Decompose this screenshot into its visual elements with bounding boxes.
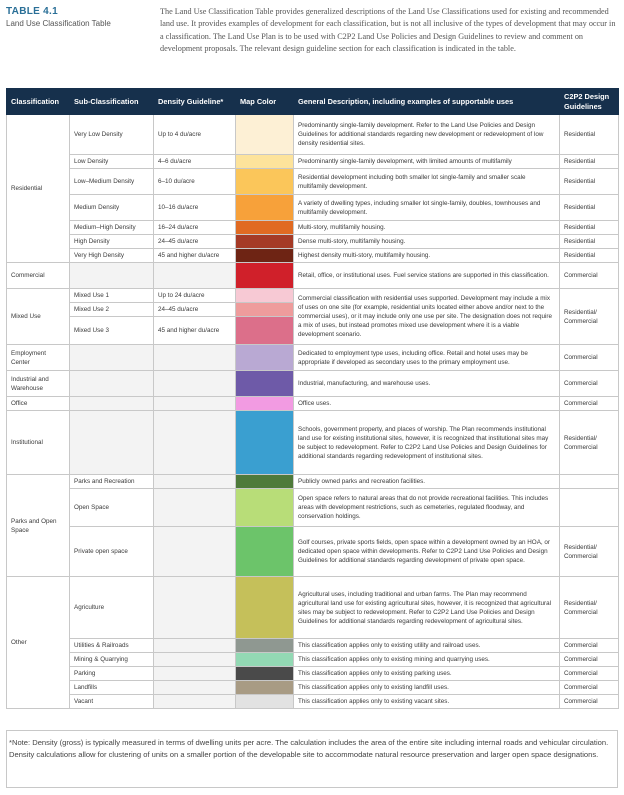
sub-classification: High Density: [70, 235, 154, 249]
sub-classification: Very High Density: [70, 249, 154, 263]
table-row: [7, 289, 619, 303]
table-row: [7, 681, 619, 695]
density: 24–45 du/acre: [154, 235, 236, 249]
empty-cell: [154, 371, 236, 397]
map-color-swatch: [236, 695, 294, 709]
map-color-swatch: [236, 289, 294, 303]
map-color-swatch: [236, 303, 294, 317]
description: Residential development including both smaller lot single-family and smaller scale multifamily development.: [294, 169, 560, 195]
table-row: [7, 653, 619, 667]
description: Retail, office, or institutional uses. Fuel service stations are supported in this classification.: [294, 263, 560, 289]
table-row: [7, 577, 619, 639]
empty-cell: [154, 695, 236, 709]
table-row: [7, 489, 619, 527]
description: This classification applies only to existing utility and railroad uses.: [294, 639, 560, 653]
class-mixed-use: Mixed Use: [7, 289, 70, 345]
guideline: Residential: [560, 115, 619, 155]
sub-classification: Open Space: [70, 489, 154, 527]
class-residential: Residential: [7, 115, 70, 263]
guideline: Residential/ Commercial: [560, 577, 619, 639]
table-row: [7, 397, 619, 411]
col-density: Density Guideline*: [154, 89, 236, 115]
guideline: [560, 489, 619, 527]
table-row: [7, 667, 619, 681]
col-description: General Description, including examples of supportable uses: [294, 89, 560, 115]
sub-classification: Mixed Use 3: [70, 317, 154, 345]
description: Publicly owned parks and recreation facilities.: [294, 475, 560, 489]
guideline: Commercial: [560, 263, 619, 289]
density: 10–16 du/acre: [154, 195, 236, 221]
density: 24–45 du/acre: [154, 303, 236, 317]
description: Multi-story, multifamily housing.: [294, 221, 560, 235]
class-employment-center: Employment Center: [7, 345, 70, 371]
empty-cell: [154, 263, 236, 289]
density: 45 and higher du/acre: [154, 249, 236, 263]
class-institutional: Institutional: [7, 411, 70, 475]
empty-cell: [154, 527, 236, 577]
empty-cell: [70, 411, 154, 475]
table-header: [6, 6, 618, 82]
table-row: [7, 155, 619, 169]
description: Golf courses, private sports fields, open space within a development owned by an HOA, or dedicated open space within developments. Refer to C2P2 Land Use Policies and Design Guidelines for additional standards regarding development of private open space.: [294, 527, 560, 577]
sub-classification: Mining & Quarrying: [70, 653, 154, 667]
description: Highest density multi-story, multifamily housing.: [294, 249, 560, 263]
guideline: Commercial: [560, 397, 619, 411]
table-row: [7, 249, 619, 263]
map-color-swatch: [236, 115, 294, 155]
col-classification: Classification: [7, 89, 70, 115]
table-name: Land Use Classification Table: [6, 19, 111, 28]
table-row: [7, 371, 619, 397]
guideline: Residential: [560, 235, 619, 249]
map-color-swatch: [236, 577, 294, 639]
guideline: Residential/ Commercial: [560, 411, 619, 475]
density-note: *Note: Density (gross) is typically measured in terms of dwelling units per acre. The calculation includes the area of the entire site including internal roads and vehicular circulation. Density calculations allow for clustering of units on a smaller portion of the developable site to accommodate natural resource preservation and larger open space designations.: [9, 738, 609, 759]
empty-cell: [154, 489, 236, 527]
guideline: Commercial: [560, 695, 619, 709]
density: 6–10 du/acre: [154, 169, 236, 195]
table-row: [7, 695, 619, 709]
density: 4–6 du/acre: [154, 155, 236, 169]
guideline: Residential: [560, 221, 619, 235]
description: Predominantly single-family development, with limited amounts of multifamily: [294, 155, 560, 169]
empty-cell: [154, 397, 236, 411]
empty-cell: [154, 667, 236, 681]
map-color-swatch: [236, 653, 294, 667]
map-color-swatch: [236, 475, 294, 489]
table-header-row: [7, 89, 619, 115]
sub-classification: Landfills: [70, 681, 154, 695]
class-other: Other: [7, 577, 70, 709]
table-row: [7, 221, 619, 235]
table-row: [7, 475, 619, 489]
intro-paragraph: The Land Use Classification Table provides generalized descriptions of the Land Use Classifications used for existing and recommended land use. It provides examples of development for each classification, but is not all inclusive of the types of development that may occur in a classification. The Land Use Plan is to be used with C2P2 Land Use Policies and Design Guidelines to review and comment on development proposals. The relevant design guideline section for each classification is indicated in the table.: [160, 7, 616, 54]
land-use-table: [6, 88, 619, 709]
table-row: [7, 527, 619, 577]
class-office: Office: [7, 397, 70, 411]
sub-classification: Mixed Use 2: [70, 303, 154, 317]
table-row: [7, 195, 619, 221]
guideline: Commercial: [560, 345, 619, 371]
map-color-swatch: [236, 249, 294, 263]
col-map-color: Map Color: [236, 89, 294, 115]
description: Agricultural uses, including traditional and urban farms. The Plan may recommend agricultural land use for existing agricultural sites, however, it is recognized that agricultural sites may be subject to redevelopment. Refer to C2P2 Land Use Policies and Design Guidelines for additional standards regarding redevelopment of agricultural sites.: [294, 577, 560, 639]
guideline: Commercial: [560, 681, 619, 695]
table-row: [7, 235, 619, 249]
map-color-swatch: [236, 489, 294, 527]
map-color-swatch: [236, 639, 294, 653]
map-color-swatch: [236, 155, 294, 169]
description: Open space refers to natural areas that do not provide recreational facilities. This includes areas with development restrictions, such as cemeteries, regulated floodway, and conservation holdings.: [294, 489, 560, 527]
guideline: Residential: [560, 195, 619, 221]
class-industrial: Industrial and Warehouse: [7, 371, 70, 397]
sub-classification: Vacant: [70, 695, 154, 709]
guideline: Residential/ Commercial: [560, 527, 619, 577]
table-row: [7, 169, 619, 195]
table-number: TABLE 4.1: [6, 6, 58, 17]
land-use-table-wrapper: [6, 88, 618, 709]
guideline: Residential/ Commercial: [560, 289, 619, 345]
empty-cell: [154, 345, 236, 371]
table-row: [7, 115, 619, 155]
guideline: Commercial: [560, 667, 619, 681]
description: Predominantly single-family development. Refer to the Land Use Policies and Design Guidelines for additional standards regarding new development or redevelopment of low density residential sites.: [294, 115, 560, 155]
empty-cell: [154, 681, 236, 695]
table-row: [7, 345, 619, 371]
guideline: Residential: [560, 249, 619, 263]
map-color-swatch: [236, 317, 294, 345]
density: Up to 4 du/acre: [154, 115, 236, 155]
empty-cell: [70, 345, 154, 371]
description: This classification applies only to existing landfill uses.: [294, 681, 560, 695]
sub-classification: Private open space: [70, 527, 154, 577]
sub-classification: Mixed Use 1: [70, 289, 154, 303]
sub-classification: Very Low Density: [70, 115, 154, 155]
description: This classification applies only to existing mining and quarrying uses.: [294, 653, 560, 667]
table-row: [7, 263, 619, 289]
map-color-swatch: [236, 667, 294, 681]
table-row: [7, 639, 619, 653]
guideline: Residential: [560, 155, 619, 169]
sub-classification: Parking: [70, 667, 154, 681]
empty-cell: [154, 411, 236, 475]
empty-cell: [154, 475, 236, 489]
empty-cell: [70, 371, 154, 397]
density: 16–24 du/acre: [154, 221, 236, 235]
description: Industrial, manufacturing, and warehouse uses.: [294, 371, 560, 397]
col-sub-classification: Sub-Classification: [70, 89, 154, 115]
sub-classification: Low–Medium Density: [70, 169, 154, 195]
guideline: [560, 475, 619, 489]
description: Schools, government property, and places of worship. The Plan recommends institutional land use for existing institutional sites, however, it is recognized that institutional sites may be subject to redevelopment. Refer to C2P2 Land Use Policies and Design Guidelines for additional standards regarding redevelopment of institutional sites.: [294, 411, 560, 475]
description: This classification applies only to existing parking uses.: [294, 667, 560, 681]
map-color-swatch: [236, 681, 294, 695]
empty-cell: [154, 577, 236, 639]
map-color-swatch: [236, 169, 294, 195]
col-guidelines: C2P2 Design Guidelines: [560, 89, 619, 115]
map-color-swatch: [236, 263, 294, 289]
sub-classification: Utilities & Railroads: [70, 639, 154, 653]
class-parks-open-space: Parks and Open Space: [7, 475, 70, 577]
map-color-swatch: [236, 221, 294, 235]
guideline: Commercial: [560, 653, 619, 667]
sub-classification: Parks and Recreation: [70, 475, 154, 489]
empty-cell: [154, 653, 236, 667]
guideline: Commercial: [560, 639, 619, 653]
guideline: Commercial: [560, 371, 619, 397]
description: Office uses.: [294, 397, 560, 411]
map-color-swatch: [236, 371, 294, 397]
map-color-swatch: [236, 397, 294, 411]
map-color-swatch: [236, 195, 294, 221]
sub-classification: Medium Density: [70, 195, 154, 221]
sub-classification: Medium–High Density: [70, 221, 154, 235]
description: This classification applies only to existing vacant sites.: [294, 695, 560, 709]
description: A variety of dwelling types, including smaller lot single-family, doubles, townhouses and multifamily development.: [294, 195, 560, 221]
map-color-swatch: [236, 527, 294, 577]
empty-cell: [70, 397, 154, 411]
map-color-swatch: [236, 345, 294, 371]
description: Dense multi-story, multifamily housing.: [294, 235, 560, 249]
table-row: [7, 411, 619, 475]
sub-classification: Low Density: [70, 155, 154, 169]
description: Commercial classification with residential uses supported. Development may include a mix of uses on one site (for example, residential units located either above and/or next to the commercial uses), or it may include only one use per site. The designation does not require a mix of uses, but instead promotes mixed use development where it is a viable development scenario.: [294, 289, 560, 345]
map-color-swatch: [236, 411, 294, 475]
map-color-swatch: [236, 235, 294, 249]
description: Dedicated to employment type uses, including office. Retail and hotel uses may be appropriate if developed as secondary uses to the primary employment use.: [294, 345, 560, 371]
density: Up to 24 du/acre: [154, 289, 236, 303]
empty-cell: [70, 263, 154, 289]
density: 45 and higher du/acre: [154, 317, 236, 345]
guideline: Residential: [560, 169, 619, 195]
sub-classification: Agriculture: [70, 577, 154, 639]
class-commercial: Commercial: [7, 263, 70, 289]
empty-cell: [154, 639, 236, 653]
